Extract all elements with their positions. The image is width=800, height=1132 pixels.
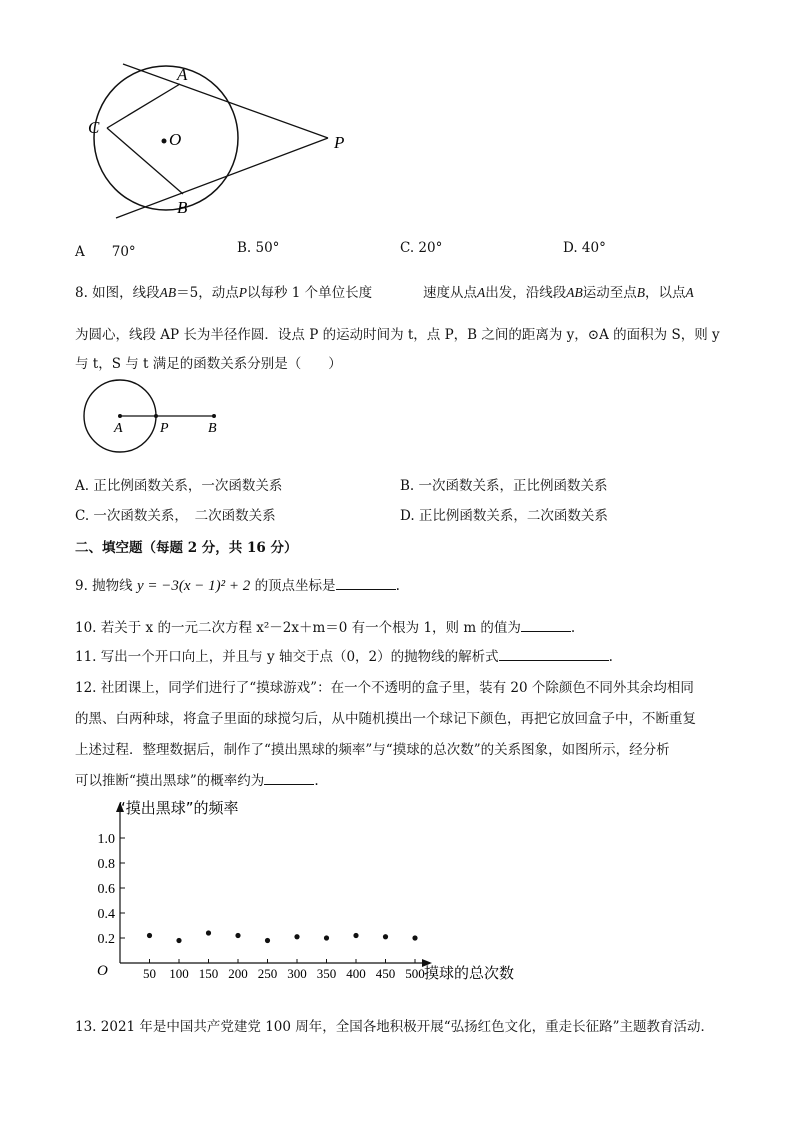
data-point: [383, 934, 388, 939]
data-point: [265, 938, 270, 943]
q12-line-4: 可以推断“摸出黑球”的概率约为 .: [75, 769, 319, 789]
data-point: [294, 934, 299, 939]
q9-formula: y = −3(x − 1)² + 2: [136, 578, 251, 594]
q7-label-c: C: [88, 118, 100, 137]
y-tick-label: 0.8: [97, 857, 115, 872]
q10-line: 10. 若关于 x 的一元二次方程 x²－2x＋m＝0 有一个根为 1，则 m 的值为 .: [75, 616, 575, 636]
q8-figure: [80, 378, 230, 458]
data-point: [206, 930, 211, 935]
x-tick-label: 500: [405, 966, 425, 981]
q8-line-1b: 速度从点A出发，沿线段AB运动至点B，以点A: [423, 285, 694, 301]
q10-answer-blank[interactable]: [521, 617, 571, 632]
q8-option-a: A. 正比例函数关系，一次函数关系: [75, 478, 283, 494]
q7-option-b: B. 50°: [237, 240, 280, 256]
x-tick-label: 250: [257, 966, 278, 981]
x-tick-label: 450: [375, 966, 396, 981]
x-tick-label: 400: [346, 966, 366, 981]
section-title: 二、填空题（每题 2 分，共 16 分）: [75, 540, 298, 556]
x-tick-label: 50: [143, 966, 156, 981]
q8-point-b: [212, 414, 216, 418]
data-point: [147, 933, 152, 938]
x-tick-label: 200: [228, 966, 248, 981]
x-tick-label: 300: [287, 966, 307, 981]
x-axis-label: 摸球的总次数: [424, 964, 515, 982]
q7-label-o: O: [169, 130, 182, 149]
q7-label-b: B: [177, 198, 188, 217]
origin-label: O: [97, 963, 108, 979]
q8-option-c: C. 一次函数关系， 二次函数关系: [75, 508, 276, 524]
q7-option-c: C. 20°: [400, 240, 443, 256]
y-tick-label: 1.0: [97, 832, 115, 847]
q7-chord-ca: [107, 84, 180, 128]
q8-label-p: P: [160, 421, 169, 436]
data-point: [235, 933, 240, 938]
q7-label-p: P: [334, 133, 345, 152]
y-axis-label: “摸出黑球”的频率: [118, 799, 239, 817]
q13-line: 13. 2021 年是中国共产党建党 100 周年，全国各地积极开展“弘扬红色文化，重走长征路”主题教育活动．: [75, 1019, 715, 1035]
q8-point-a: [118, 414, 122, 418]
q11-answer-blank[interactable]: [499, 646, 609, 661]
q12-line-3: 上述过程．整理数据后，制作了“摸出黑球的频率”与“摸球的总次数”的关系图象，如图所示，经分析: [75, 742, 670, 758]
q9-answer-blank[interactable]: [336, 575, 396, 590]
q8-line-2: 为圆心，线段 AP 长为半径作圆．设点 P 的运动时间为 t，点 P，B 之间的距离为 y，⊙A 的面积为 S，则 y: [75, 327, 720, 343]
q7-label-a: A: [177, 65, 188, 84]
q8-option-b: B. 一次函数关系，正比例函数关系: [400, 478, 608, 494]
q8-line-3: 与 t，S 与 t 满足的函数关系分别是（ ）: [75, 356, 342, 372]
frequency-scatter-chart: [80, 795, 540, 985]
q7-center-dot: [162, 139, 167, 144]
q7-circle: [94, 66, 238, 210]
data-point: [176, 938, 181, 943]
q11-line: 11. 写出一个开口向上，并且与 y 轴交于点（0，2）的抛物线的解析式 .: [75, 645, 613, 665]
q8-option-d: D. 正比例函数关系，二次函数关系: [400, 508, 608, 524]
x-tick-label: 350: [316, 966, 337, 981]
data-point: [324, 935, 329, 940]
q8-point-p: [154, 414, 158, 418]
q12-line-1: 12. 社团课上，同学们进行了“摸球游戏”：在一个不透明的盒子里，装有 20 个除颜色不同外其余均相同: [75, 680, 694, 696]
x-tick-label: 150: [198, 966, 219, 981]
q7-option-a: A 70°: [75, 244, 136, 260]
q8-line-1a: 8. 如图，线段AB＝5，动点P以每秒 1 个单位长度: [75, 285, 373, 301]
x-tick-label: 100: [169, 966, 189, 981]
y-tick-label: 0.2: [97, 932, 115, 947]
data-point: [412, 935, 417, 940]
y-tick-label: 0.6: [97, 882, 115, 897]
data-point: [353, 933, 358, 938]
q8-label-b: B: [208, 421, 217, 436]
q8-label-a: A: [114, 421, 123, 436]
q7-tangent-lower: [116, 138, 328, 218]
q7-option-d: D. 40°: [563, 240, 606, 256]
q7-tangent-upper: [123, 64, 328, 138]
y-tick-label: 0.4: [97, 907, 115, 922]
q9-line: 9. 抛物线 y = −3(x − 1)² + 2 的顶点坐标是 .: [75, 574, 400, 595]
q12-line-2: 的黑、白两种球，将盒子里面的球搅匀后，从中随机摸出一个球记下颜色，再把它放回盒子中，不断重复: [75, 711, 696, 727]
q7-figure: [80, 55, 370, 230]
q12-answer-blank[interactable]: [264, 770, 314, 785]
